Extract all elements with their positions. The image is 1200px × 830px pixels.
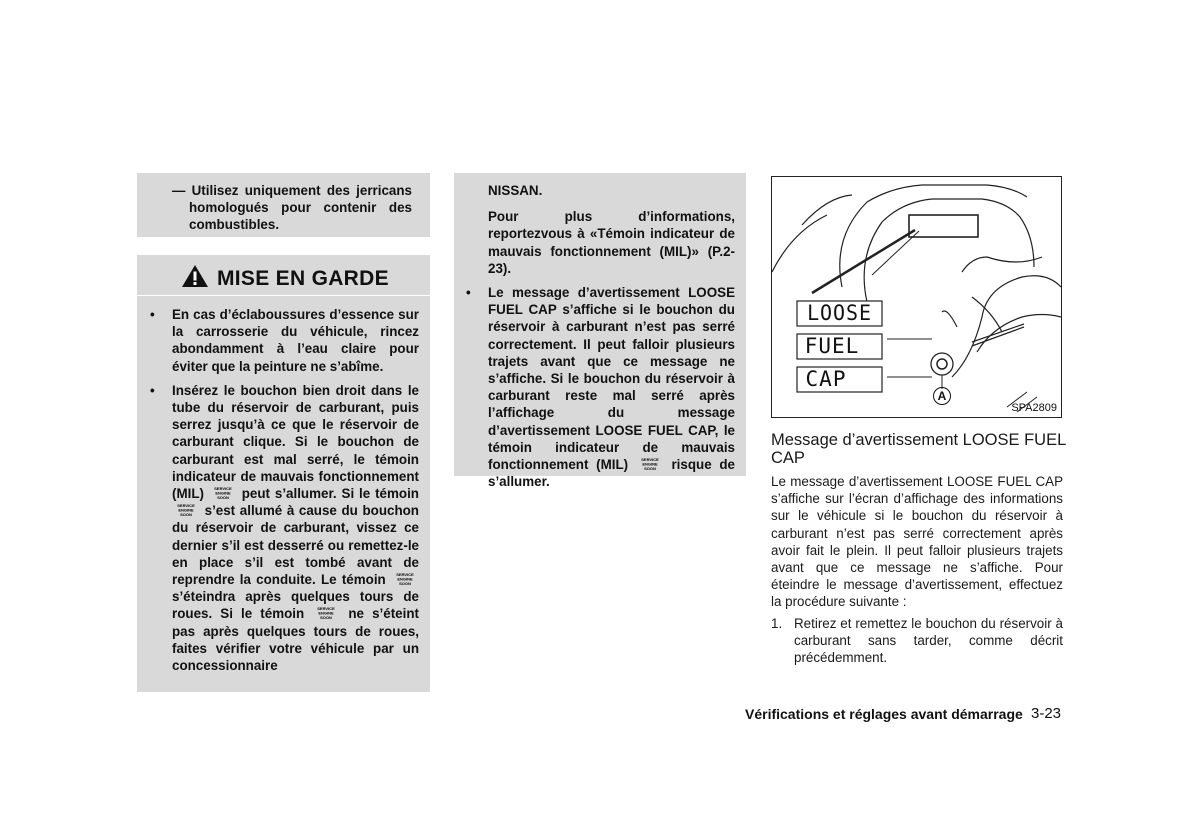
step-1-number: 1. xyxy=(771,616,783,631)
fuel-can-note-text: — Utilisez uniquement des jerricans homologués pour contenir des combustibles. xyxy=(172,183,412,233)
service-engine-soon-icon xyxy=(175,503,197,517)
warning-header xyxy=(137,255,430,295)
warning-body xyxy=(137,296,430,692)
fuel-can-note-box xyxy=(137,173,430,237)
icon-text-line: ENGINE xyxy=(397,576,413,582)
service-engine-soon-icon xyxy=(639,457,661,471)
callout-a: A xyxy=(933,387,951,405)
warning-bullet-2-text-a: Insérez le bouchon bien droit dans le tube du réservoir de carburant, puis serrez jusqu’à ce que le réservoir de carburant clique. Si le bouchon de carburant est mal serré, le témoin indicateur de mauvais fonctionnement (MIL) xyxy=(172,382,419,502)
display-line-cap: CAP xyxy=(805,367,847,391)
icon-text-line: ENGINE xyxy=(178,507,194,513)
icon-text-line: SOON xyxy=(399,581,411,587)
warning-continuation-box xyxy=(454,173,746,490)
warning-bullet-2-text-b: peut s’allumer. Si le témoin xyxy=(241,486,419,502)
icon-text-line: SOON xyxy=(216,495,229,501)
step-1 xyxy=(771,615,1063,667)
icon-text-line: SERVICE xyxy=(396,572,414,578)
section-body: Le message d’avertissement LOOSE FUEL CAP s’affiche sur l’écran d’affichage des informations sur le véhicule si le bouchon du réservoir à carburant n’est pas serré correctement après avoir fait le plein. Il peut falloir plusieurs trajets avant que ce message ne s’affiche. Pour éteindre le message d’avertissement, effectuez la procédure suivante : xyxy=(771,474,1063,610)
col2-more-info: Pour plus d’informations, reportezvous à «Témoin indicateur de mauvais fonctionnement (MIL)» (P.2-23). xyxy=(488,209,735,276)
icon-text-line: SERVICE xyxy=(177,503,195,509)
instrument-cluster-figure xyxy=(771,176,1062,418)
footer-section-title: Vérifications et réglages avant démarrage xyxy=(745,706,1023,722)
icon-text-line: SOON xyxy=(320,615,333,621)
icon-text-line: SERVICE xyxy=(317,606,336,612)
bullet-dot: • xyxy=(150,307,155,322)
display-line-fuel: FUEL xyxy=(804,334,860,358)
icon-text-line: ENGINE xyxy=(318,610,334,616)
warning-title: MISE EN GARDE xyxy=(217,267,389,290)
display-line-loose: LOOSE xyxy=(807,301,872,325)
warning-bullet-2-text-c: s’est allumé à cause du bouchon du réservoir de carburant, vissez ce dernier s’il est desserré ou remettez-le en place s’il est tombé avant de reprendre la conduite. Le témoin xyxy=(172,503,419,588)
page-number: 3-23 xyxy=(1031,705,1062,722)
col2-bullet xyxy=(466,284,735,490)
icon-text-line: SERVICE xyxy=(214,486,232,492)
icon-text-line: ENGINE xyxy=(215,490,231,496)
service-engine-soon-icon xyxy=(394,572,416,586)
icon-text-line: ENGINE xyxy=(642,461,658,467)
icon-text-line: SOON xyxy=(643,466,656,472)
col2-bullet-text-b: risque de s’allumer. xyxy=(488,457,735,490)
warning-bullet-2 xyxy=(150,382,419,674)
warning-bullet-2-text-d: s’éteindra après quelques tours de roues. Si le témoin xyxy=(172,589,419,622)
warning-triangle-icon xyxy=(181,264,209,288)
section-heading: Message d’avertissement LOOSE FUEL CAP xyxy=(771,431,1066,467)
bullet-dot: • xyxy=(466,285,471,301)
warning-bullet-2-text-e: ne s’éteint pas après quelques tours de roues, faites vérifier votre véhicule par un concessionnaire xyxy=(172,606,419,674)
step-1-text: Retirez et remettez le bouchon du réservoir à carburant sans tarder, comme décrit précédemment. xyxy=(794,616,1063,666)
figure-code: SPA2809 xyxy=(1011,402,1057,414)
col2-bullet-text-a: Le message d’avertissement LOOSE FUEL CAP s’affiche si le bouchon du réservoir à carburant n’est pas serré correctement. Il peut falloir plusieurs trajets avant que ce message ne s’affiche. Si le bouchon du réservoir à carburant reste mal serré après l’affichage du message d’avertissement LOOSE FUEL CAP, le témoin indicateur de mauvais fonctionnement (MIL) xyxy=(488,285,735,473)
col2-nissan: NISSAN. xyxy=(488,183,543,198)
service-engine-soon-icon xyxy=(315,606,337,620)
warning-bullet-1-text: En cas d’éclaboussures d’essence sur la carrosserie du véhicule, rincez abondamment à l’eau claire pour éviter que la peinture ne s’abîme. xyxy=(172,307,419,374)
service-engine-soon-icon xyxy=(212,486,234,500)
warning-bullet-1 xyxy=(150,306,419,375)
bullet-dot: • xyxy=(150,382,155,398)
icon-text-line: SERVICE xyxy=(641,457,659,463)
icon-text-line: SOON xyxy=(180,512,192,518)
